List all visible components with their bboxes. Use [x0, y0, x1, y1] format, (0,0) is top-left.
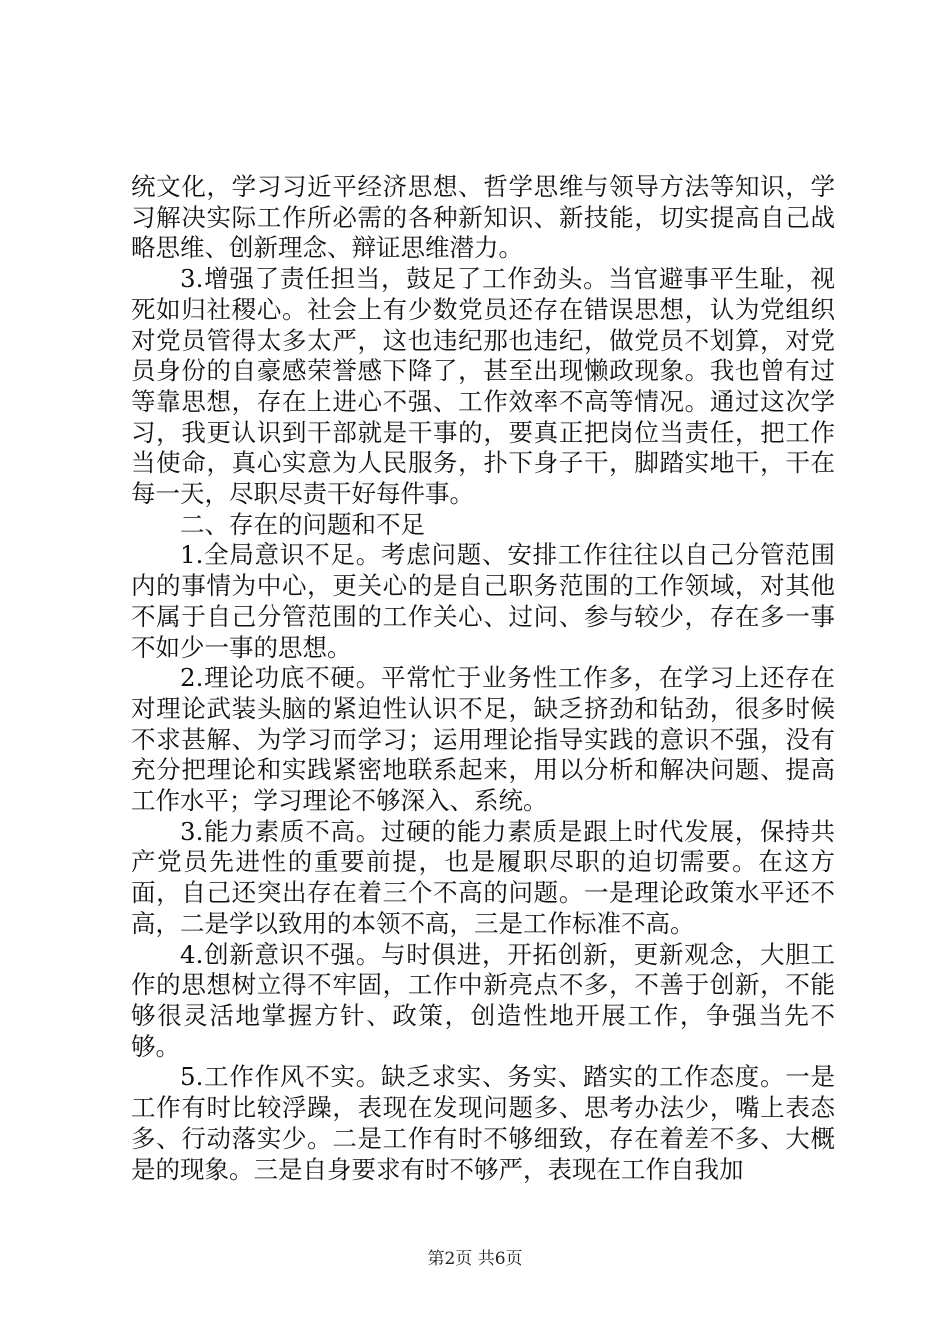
paragraph-innovation: 4.创新意识不强。与时俱进，开拓创新，更新观念，大胆工作的思想树立得不牢固，工作中新亮点不多，不善于创新，不能够很灵活地掌握方针、政策，创造性地开展工作，争强当先不够。 [131, 939, 835, 1061]
section-heading-problems: 二、存在的问题和不足 [180, 509, 425, 539]
paragraph-continuation: 统文化，学习习近平经济思想、哲学思维与领导方法等知识，学习解决实际工作所必需的各种新知识、新技能，切实提高自己战略思维、创新理念、辩证思维潜力。 [131, 172, 835, 263]
document-body [131, 172, 835, 1185]
paragraph-overall-awareness: 1.全局意识不足。考虑问题、安排工作往往以自己分管范围内的事情为中心，更关心的是自己职务范围的工作领域，对其他不属于自己分管范围的工作关心、过问、参与较少，存在多一事不如少一事的思想。 [131, 540, 835, 662]
paragraph-responsibility: 3.增强了责任担当，鼓足了工作劲头。当官避事平生耻，视死如归社稷心。社会上有少数党员还存在错误思想，认为党组织对党员管得太多太严，这也违纪那也违纪，做党员不划算，对党员身份的自豪感荣誉感下降了，甚至出现懒政现象。我也曾有过等靠思想，存在上进心不强、工作效率不高等情况。通过这次学习，我更认识到干部就是干事的，要真正把岗位当责任，把工作当使命，真心实意为人民服务，扑下身子干，脚踏实地干，干在每一天，尽职尽责干好每件事。 [131, 264, 835, 509]
paragraph-ability-quality: 3.能力素质不高。过硬的能力素质是跟上时代发展，保持共产党员先进性的重要前提，也是履职尽职的迫切需要。在这方面，自己还突出存在着三个不高的问题。一是理论政策水平还不高，二是学以致用的本领不高，三是工作标准不高。 [131, 816, 835, 938]
page-number-footer: 第2页 共6页 [427, 1249, 523, 1269]
paragraph-theory-foundation: 2.理论功底不硬。平常忙于业务性工作多，在学习上还存在对理论武装头脑的紧迫性认识不足，缺乏挤劲和钻劲，很多时候不求甚解、为学习而学习；运用理论指导实践的意识不强，没有充分把理论和实践紧密地联系起来，用以分析和解决问题、提高工作水平；学习理论不够深入、系统。 [131, 663, 835, 816]
paragraph-work-style: 5.工作作风不实。缺乏求实、务实、踏实的工作态度。一是工作有时比较浮躁，表现在发现问题多、思考办法少，嘴上表态多、行动落实少。二是工作有时不够细致，存在着差不多、大概是的现象。三是自身要求有时不够严，表现在工作自我加 [131, 1062, 835, 1184]
